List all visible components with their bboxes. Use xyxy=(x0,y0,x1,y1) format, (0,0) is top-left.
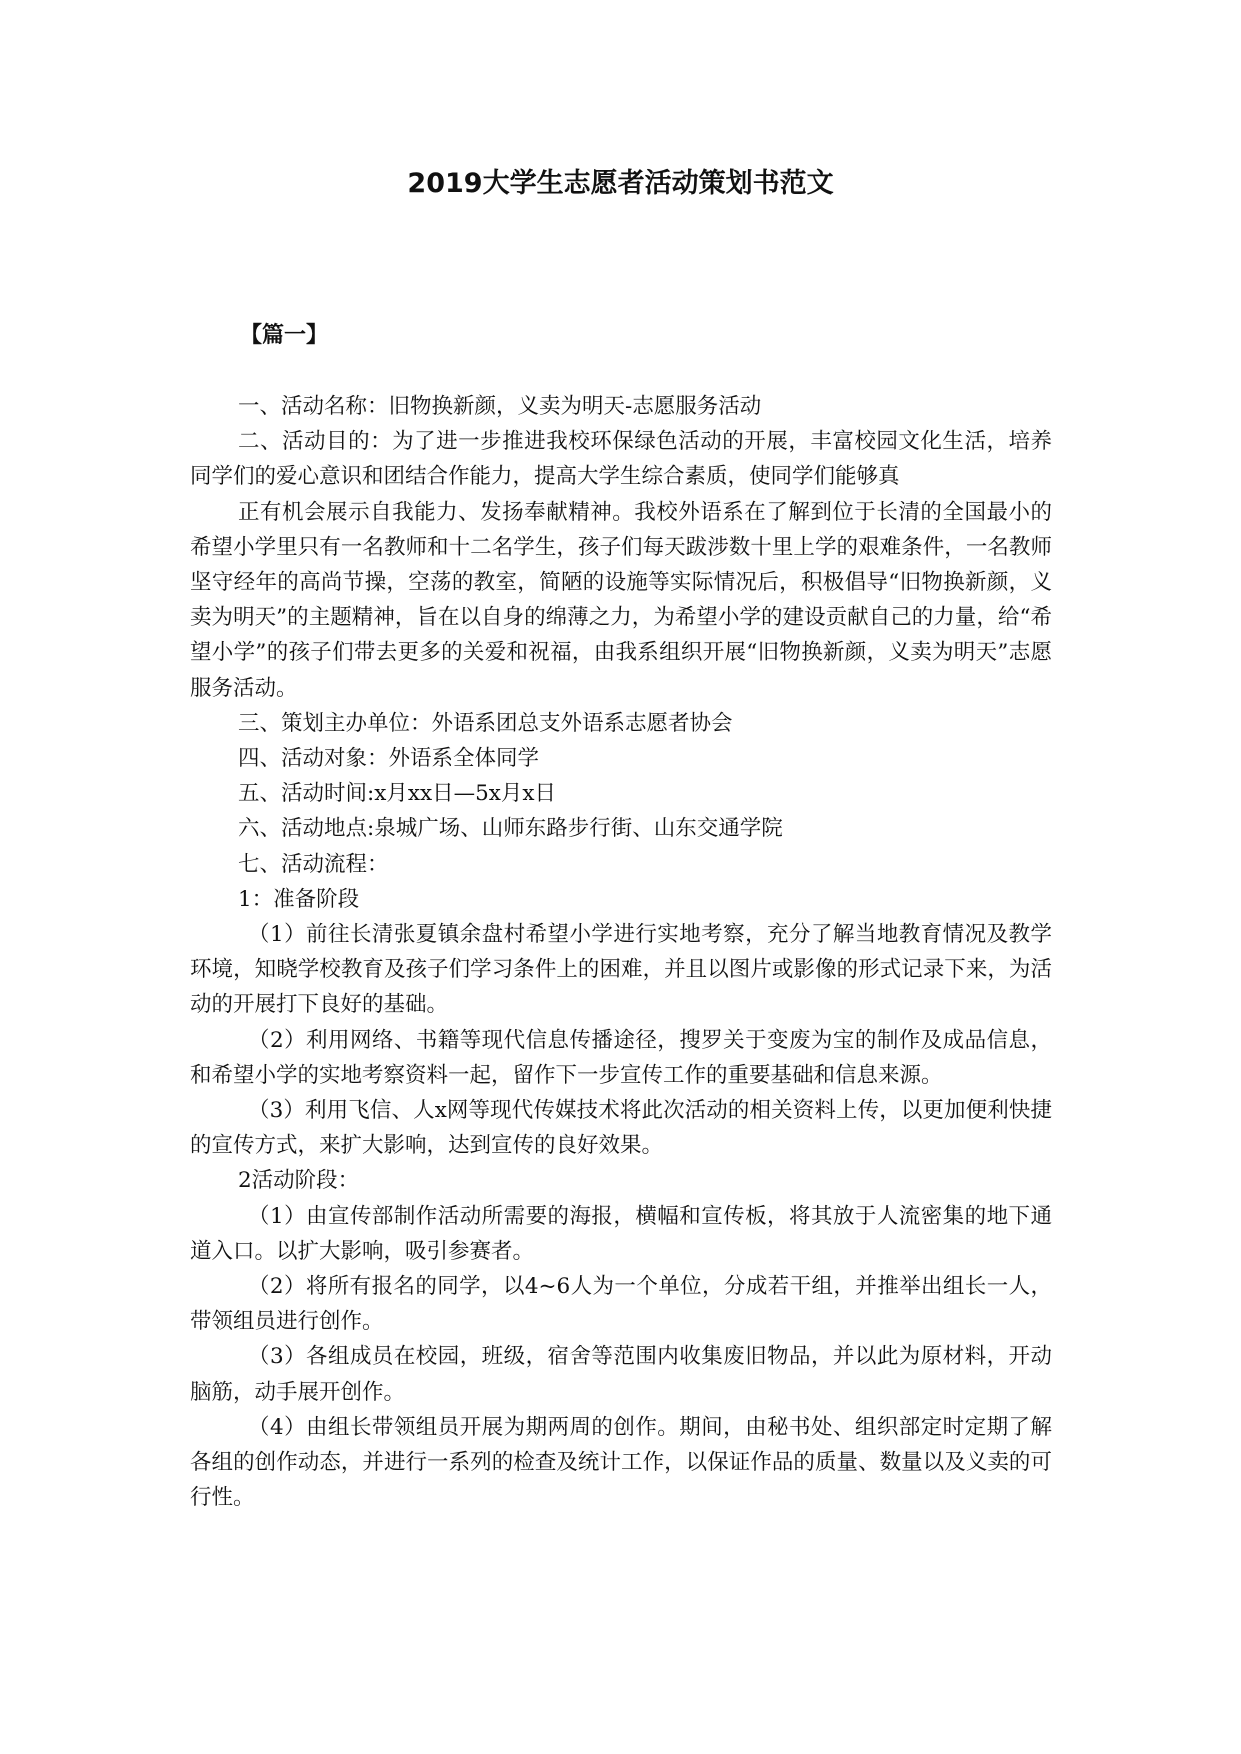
paragraph-activity-step-1: （1）由宣传部制作活动所需要的海报，横幅和宣传板，将其放于人流密集的地下通道入口。以扩大影响，吸引参赛者。 xyxy=(190,1203,1052,1264)
paragraph-prep-step-3: （3）利用飞信、人x网等现代传媒技术将此次活动的相关资料上传，以更加便利快捷的宣传方式，来扩大影响，达到宣传的良好效果。 xyxy=(190,1098,1052,1159)
paragraph-purpose-continued: 正有机会展示自我能力、发扬奉献精神。我校外语系在了解到位于长清的全国最小的希望小学里只有一名教师和十二名学生，孩子们每天跋涉数十里上学的艰难条件，一名教师坚守经年的高尚节操，空荡的教室，简陋的设施等实际情况后，积极倡导“旧物换新颜，义卖为明天”的主题精神，旨在以自身的绵薄之力，为希望小学的建设贡献自己的力量，给“希望小学”的孩子们带去更多的关爱和祝福，由我系组织开展“旧物换新颜，义卖为明天”志愿服务活动。 xyxy=(190,499,1052,701)
paragraph-activity-step-4: （4）由组长带领组员开展为期两周的创作。期间，由秘书处、组织部定时定期了解各组的创作动态，并进行一系列的检查及统计工作，以保证作品的质量、数量以及义卖的可行性。 xyxy=(190,1414,1052,1511)
document-body xyxy=(190,389,1052,1516)
paragraph-activity-purpose: 二、活动目的：为了进一步推进我校环保绿色活动的开展，丰富校园文化生活，培养同学们的爱心意识和团结合作能力，提高大学生综合素质，使同学们能够真 xyxy=(190,429,1052,490)
paragraph-preparation-stage: 1：准备阶段 xyxy=(238,886,360,912)
paragraph-activity-time: 五、活动时间:x月xx日—5x月x日 xyxy=(238,781,557,807)
paragraph-activity-step-3: （3）各组成员在校园，班级，宿舍等范围内收集废旧物品，并以此为原材料，开动脑筋，动手展开创作。 xyxy=(190,1344,1052,1405)
paragraph-prep-step-1: （1）前往长清张夏镇余盘村希望小学进行实地考察，充分了解当地教育情况及教学环境，知晓学校教育及孩子们学习条件上的困难，并且以图片或影像的形式记录下来，为活动的开展打下良好的基础。 xyxy=(190,922,1052,1018)
paragraph-organizer: 三、策划主办单位：外语系团总支外语系志愿者协会 xyxy=(238,710,733,736)
section-heading: 【篇一】 xyxy=(240,322,329,348)
paragraph-activity-name: 一、活动名称：旧物换新颜，义卖为明天-志愿服务活动 xyxy=(238,394,762,419)
paragraph-activity-location: 六、活动地点:泉城广场、山师东路步行街、山东交通学院 xyxy=(238,816,783,842)
document-title: 2019大学生志愿者活动策划书范文 xyxy=(407,168,834,199)
paragraph-activity-process: 七、活动流程： xyxy=(238,851,389,877)
paragraph-prep-step-2: （2）利用网络、书籍等现代信息传播途径，搜罗关于变废为宝的制作及成品信息，和希望小学的实地考察资料一起，留作下一步宣传工作的重要基础和信息来源。 xyxy=(190,1027,1052,1088)
paragraph-activity-stage: 2活动阶段： xyxy=(238,1168,360,1194)
paragraph-activity-step-2: （2）将所有报名的同学，以4~6人为一个单位，分成若干组，并推举出组长一人，带领组员进行创作。 xyxy=(190,1274,1052,1335)
paragraph-target-audience: 四、活动对象：外语系全体同学 xyxy=(238,746,540,772)
